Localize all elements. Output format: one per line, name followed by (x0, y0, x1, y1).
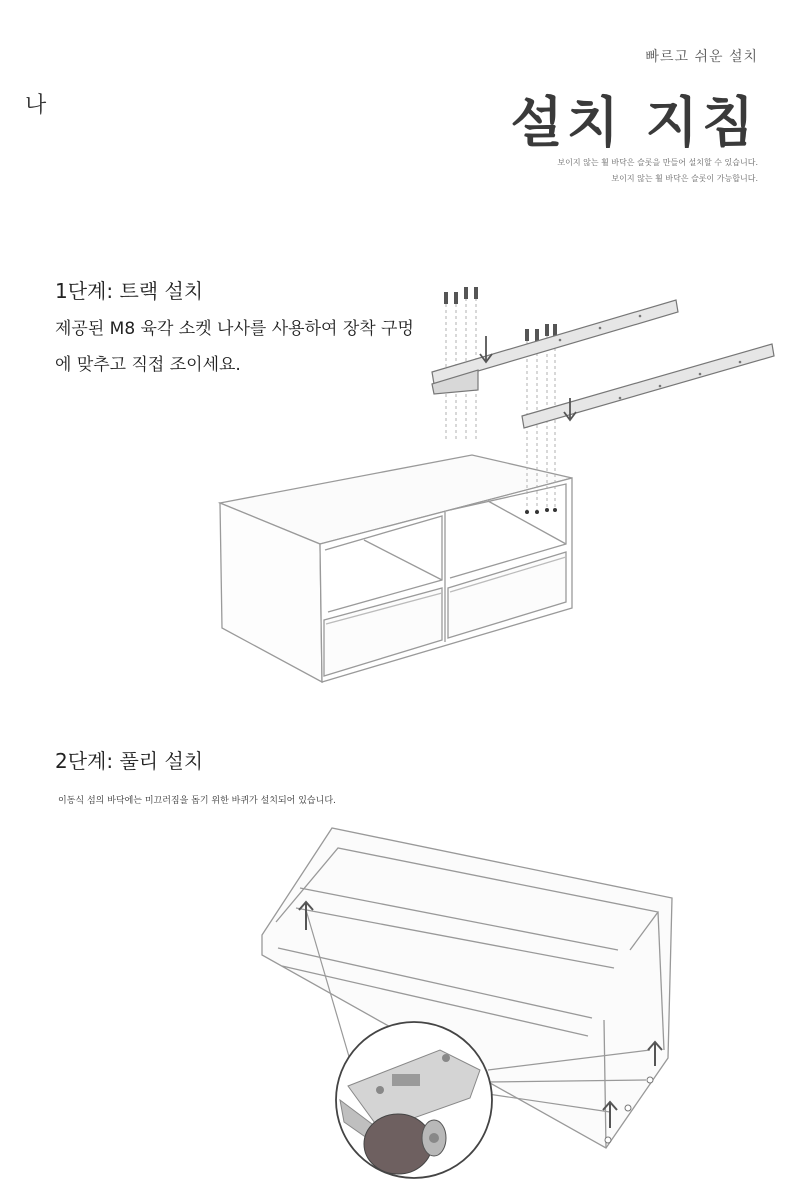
subnote-1: 보이지 않는 휠 바닥은 슬롯을 만들어 설치할 수 있습니다. (557, 158, 758, 167)
step2-note: 이동식 섬의 바닥에는 미끄러짐을 돕기 위한 바퀴가 설치되어 있습니다. (58, 796, 336, 806)
step1-instruction-line-2: 에 맞추고 직접 조이세요. (55, 355, 241, 375)
caster-wheel-icon (336, 1022, 492, 1178)
subnote-2: 보이지 않는 휠 바닥은 슬롯이 가능합니다. (611, 174, 758, 183)
lower-track (522, 344, 774, 428)
corner-letter: 나 (25, 93, 47, 118)
screws (444, 287, 557, 341)
step1-heading: 1단계: 트랙 설치 (55, 279, 204, 303)
tagline: 빠르고 쉬운 설치 (645, 49, 758, 65)
step1-instruction-line-1: 제공된 M8 육각 소켓 나사를 사용하여 장착 구멍 (55, 319, 414, 339)
step2-heading: 2단계: 풀리 설치 (55, 749, 204, 773)
cabinet-drawing (220, 455, 572, 682)
page-title: 설치 지침 (510, 91, 758, 154)
